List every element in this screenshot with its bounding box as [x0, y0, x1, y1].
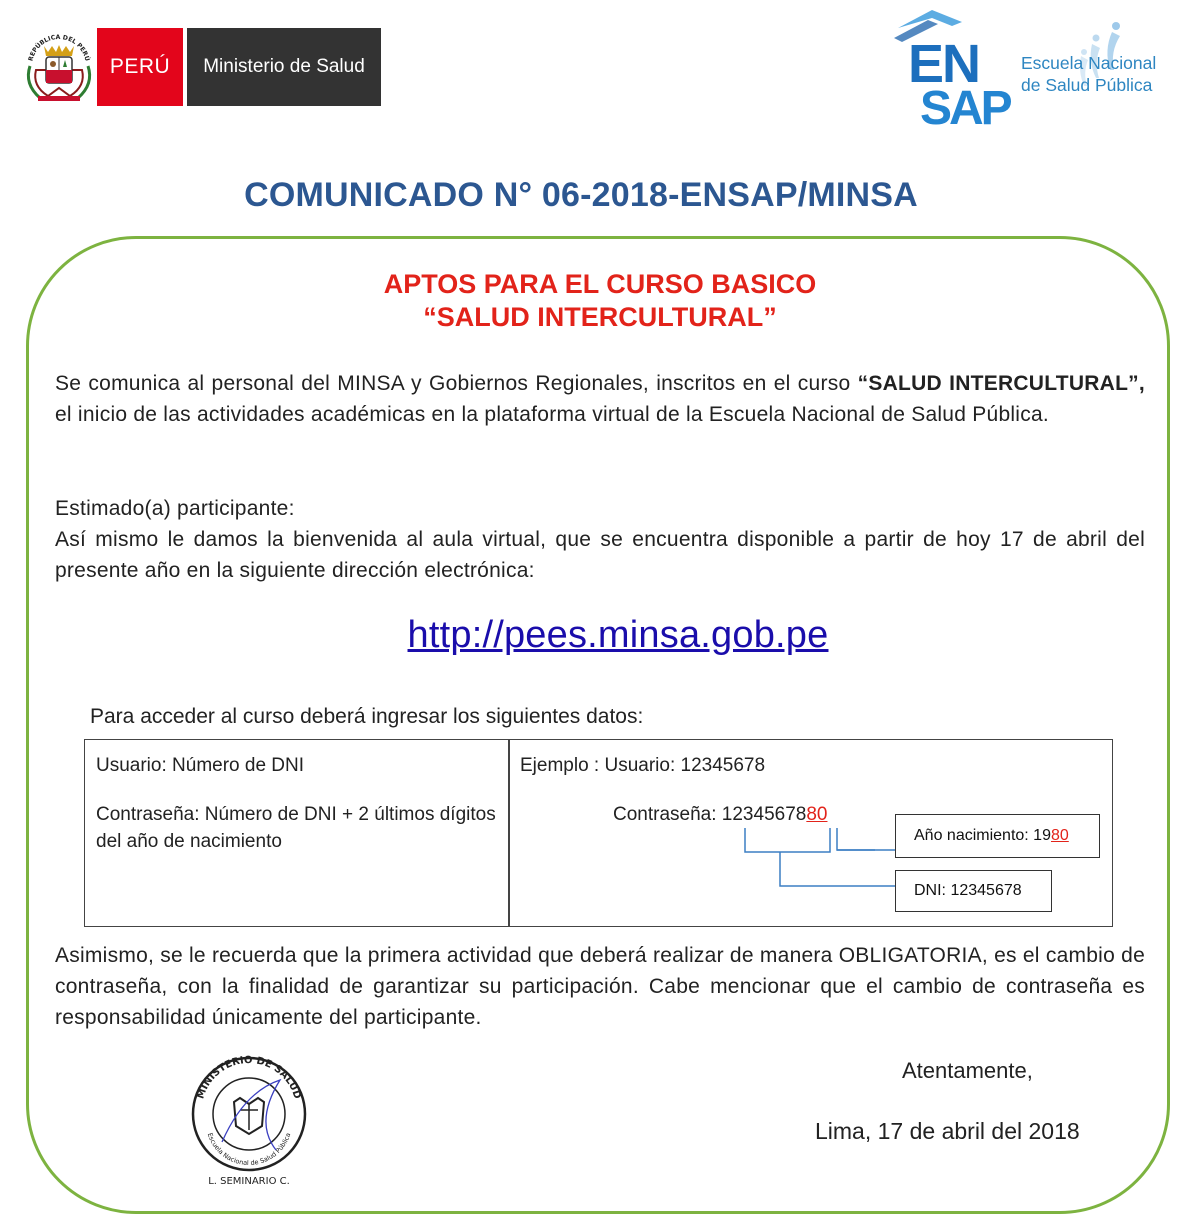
- place-date: Lima, 17 de abril del 2018: [815, 1118, 1080, 1144]
- subtitle-line2: “SALUD INTERCULTURAL”: [423, 302, 777, 332]
- user-label: Usuario: Número de DNI: [96, 755, 305, 776]
- example-user: Ejemplo : Usuario: 12345678: [520, 755, 766, 776]
- birth-year-prefix: Año nacimiento: 19: [914, 827, 1051, 844]
- example-password-prefix: Contraseña:: [613, 804, 722, 825]
- ensap-name-line1: Escuela Nacional: [1021, 53, 1157, 73]
- credentials-table: [84, 739, 1113, 927]
- greeting: Estimado(a) participante:: [55, 497, 295, 520]
- seal-ring-text: MINISTERIO DE SALUD: [195, 1054, 303, 1101]
- reminder-paragraph: Asimismo, se le recuerda que la primera actividad que deberá realizar de manera OBLIGATORIA, es el cambio de contraseña, con la finalidad de garantizar su participación. Cabe mencionar que el cambio de contraseña es responsabilidad únicamente del participante.: [55, 944, 1145, 1029]
- coat-of-arms-text: REPÚBLICA DEL PERÚ: [27, 33, 91, 62]
- closing: Atentamente,: [902, 1058, 1033, 1083]
- ensap-logo: [892, 6, 1192, 134]
- course-name-bold: “SALUD INTERCULTURAL”,: [857, 372, 1145, 395]
- peru-label: PERÚ: [97, 28, 183, 106]
- ensap-letters-top: EN: [908, 34, 980, 94]
- seal-signatory: L. SEMINARIO C.: [208, 1176, 290, 1187]
- welcome-paragraph: Así mismo le damos la bienvenida al aula virtual, que se encuentra disponible a partir de hoy 17 de abril del presente año en la siguiente dirección electrónica:: [55, 528, 1145, 582]
- example-password-dni: 12345678: [721, 804, 807, 825]
- password-label: Contraseña: Número de DNI + 2 últimos dígitos del año de nacimiento: [96, 804, 496, 852]
- birth-year-digits: 80: [1050, 827, 1069, 844]
- subtitle-line1: APTOS PARA EL CURSO BASICO: [383, 269, 817, 299]
- page-title: COMUNICADO N° 06-2018-ENSAP/MINSA: [244, 176, 918, 214]
- birth-year-callout: [895, 814, 1100, 858]
- ministry-label: Ministerio de Salud: [187, 28, 381, 106]
- subtitle: [0, 268, 1200, 334]
- intro-text-before: Se comunica al personal del MINSA y Gobiernos Regionales, inscritos en el curso: [55, 372, 858, 395]
- seal-inner-text: Escuela Nacional de Salud Pública: [205, 1131, 293, 1168]
- ensap-name-line2: de Salud Pública: [1021, 75, 1153, 95]
- official-seal-icon: [184, 1052, 314, 1190]
- dni-callout: DNI: 12345678: [895, 870, 1052, 912]
- peru-minsa-logo: [22, 26, 384, 108]
- access-intro: Para acceder al curso deberá ingresar los siguientes datos:: [90, 705, 644, 728]
- coat-of-arms-icon: [22, 26, 96, 108]
- platform-url-link[interactable]: http://pees.minsa.gob.pe: [407, 614, 829, 656]
- intro-paragraph: [55, 368, 1145, 430]
- example-password-year: 80: [806, 804, 828, 825]
- ensap-name: [1021, 52, 1156, 96]
- intro-text-after: el inicio de las actividades académicas en la plataforma virtual de la Escuela Nacional de Salud Pública.: [55, 403, 1049, 426]
- ensap-letters-bottom: SAP: [920, 82, 1010, 134]
